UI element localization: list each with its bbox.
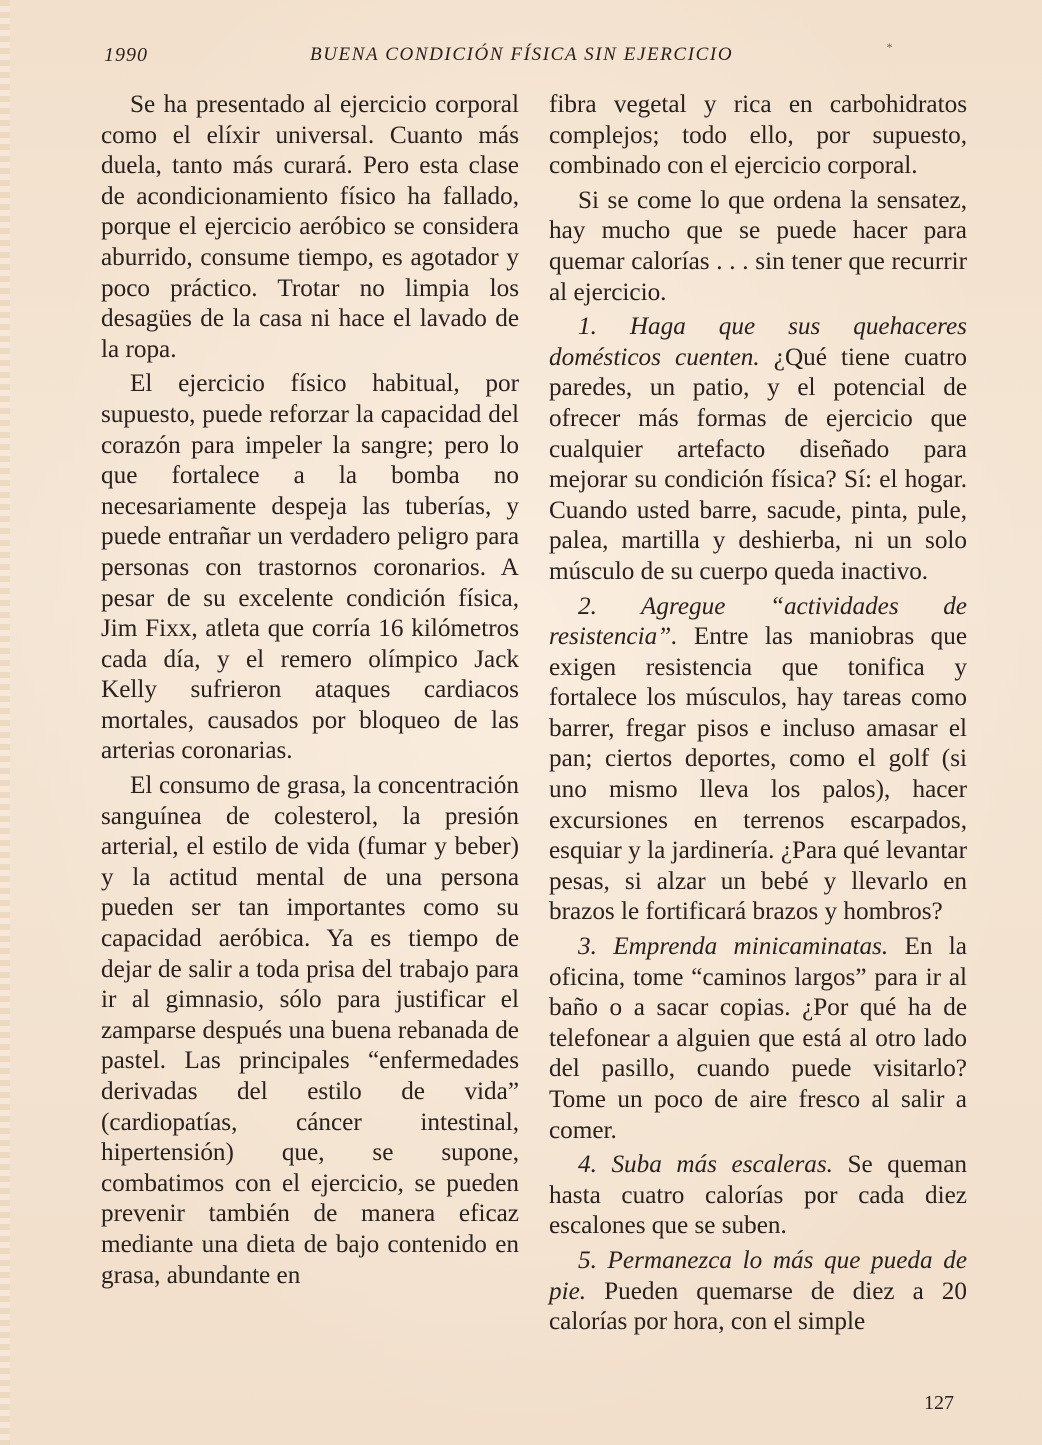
page-number: 127 [924, 1392, 954, 1414]
list-item-2 [549, 592, 967, 929]
list-item-text: Se queman hasta cuatro calorías por cada diez escalones que se suben. [549, 1151, 968, 1240]
list-item-text: ¿Qué tiene cuatro paredes, un patio, y el potencial de ofrecer más formas de ejercicio que cualquier artefacto diseñado para mejorar su condición física? Sí: el hogar. Cuando usted barre, sacude, pinta, pule, palea, martilla y deshierba, ni un solo músculo de su cuerpo queda inactivo. [549, 343, 967, 585]
paragraph: El ejercicio físico habitual, por supuesto, puede reforzar la capacidad del corazón para impeler la sangre; pero lo que fortalece a la bomba no necesariamente despeja las tuberías, y puede entrañar un verdadero peligro para personas con trastornos coronarios. A pesar de su excelente condición física, Jim Fixx, atleta que corría 16 kilómetros cada día, y el remero olímpico Jack Kelly sufrieron ataques cardiacos mortales, causados por bloqueo de las arterias coronarias. [101, 370, 519, 765]
paragraph: Se ha presentado al ejercicio corporal como el elíxir universal. Cuanto más duela, tanto más curará. Pero esta clase de acondicionamiento físico ha fallado, porque el ejercicio aeróbico se considera aburrido, consume tiempo, es agotador y poco práctico. Trotar no limpia los desagües de la casa ni hace el lavado de la ropa. [101, 91, 519, 363]
list-item-text: En la oficina, tome “caminos largos” para ir al baño o a sacar copias. ¿Por qué ha de telefonear a alguien que está al otro lado del pasillo, cuando puede visitarlo? Tome un poco de aire fresco al salir a comer. [549, 933, 967, 1144]
header-year: 1990 [104, 44, 148, 66]
running-header [104, 40, 964, 74]
list-item-text: Entre las maniobras que exigen resistencia que tonifica y fortalece los músculos, hay tareas como barrer, fregar pisos e incluso amasar el pan; ciertos deportes, como el golf (si uno mismo lleva los palos), hacer excursiones en terrenos escarpados, esquiar y la jardinería. ¿Para qué levantar pesas, si alzar un bebé y llevarlo en brazos le fortificará brazos y hombros? [549, 623, 967, 926]
list-item-1 [549, 312, 967, 587]
list-item-3 [549, 932, 967, 1146]
paragraph: Si se come lo que ordena la sensatez, hay mucho que se puede hacer para quemar calorías . . . sin tener que recurrir al ejercicio. [549, 186, 967, 306]
list-item-5 [549, 1246, 967, 1338]
list-item-heading: 5. Permanezca lo más que pueda de pie. [549, 1246, 967, 1305]
list-item-text: Pueden quemarse de diez a 20 calorías por hora, con el simple [549, 1277, 967, 1336]
list-item-4 [549, 1150, 967, 1242]
list-item-heading: 4. Suba más escaleras. [578, 1151, 833, 1179]
left-column [101, 90, 519, 1295]
paragraph-continued: fibra vegetal y rica en carbohidratos complejos; todo ello, por supuesto, combinado con el ejercicio corporal. [549, 91, 967, 180]
paragraph: El consumo de grasa, la concentración sanguínea de colesterol, la presión arterial, el estilo de vida (fumar y beber) y la actitud mental de una persona pueden ser tan importantes como su capacidad aeróbica. Ya es tiempo de dejar de salir a toda prisa del trabajo para ir al gimnasio, sólo para justificar el zamparse después una buena rebanada de pastel. Las principales “enfermedades derivadas del estilo de vida” (cardiopatías, cáncer intestinal, hipertensión) que, se supone, combatimos con el ejercicio, se pueden prevenir también de manera eficaz mediante una dieta de bajo contenido en grasa, abundante en [101, 772, 519, 1289]
right-column [549, 90, 967, 1342]
header-title: BUENA CONDICIÓN FÍSICA SIN EJERCICIO [310, 44, 734, 65]
torn-left-edge [0, 0, 10, 1445]
list-item-heading: 3. Emprenda minicaminatas. [578, 933, 889, 961]
header-ornament: * [886, 40, 893, 54]
list-item-heading: 2. Agregue “actividades de resistencia”. [549, 592, 967, 651]
list-item-heading: 1. Haga que sus quehaceres domésticos cuenten. [549, 313, 967, 371]
